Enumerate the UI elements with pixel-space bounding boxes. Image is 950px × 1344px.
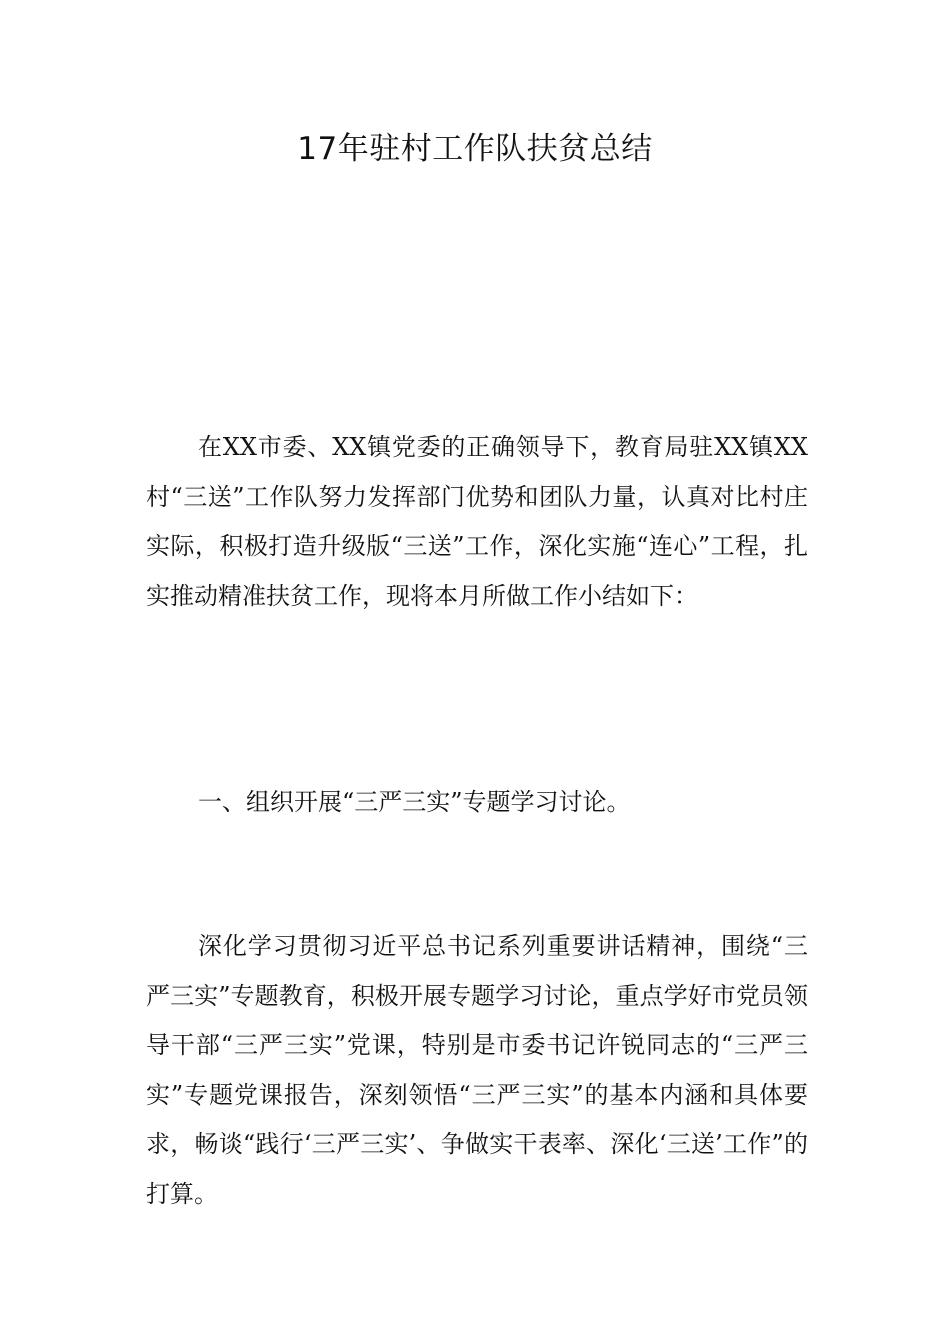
- section-1-paragraph: 深化学习贯彻习近平总书记系列重要讲话精神，围绕“三严三实”专题教育，积极开展专题学习讨论，重点学好市党员领导干部“三严三实”党课，特别是市委书记许锐同志的“三严三实”专题党课报告，深刻领悟“三严三实”的基本内涵和具体要求，畅谈“践行‘三严三实’、争做实干表率、深化‘三送’工作”的打算。: [146, 932, 808, 1208]
- intro-paragraph: 在XX市委、XX镇党委的正确领导下，教育局驻XX镇XX村“三送”工作队努力发挥部门优势和团队力量，认真对比村庄实际，积极打造升级版“三送”工作，深化实施“连心”工程，扎实推动精准扶贫工作，现将本月所做工作小结如下：: [146, 433, 808, 610]
- section-1-heading: 一、组织开展“三严三实”专题学习讨论。: [198, 788, 631, 816]
- document-title: 17年驻村工作队扶贫总结: [297, 131, 653, 167]
